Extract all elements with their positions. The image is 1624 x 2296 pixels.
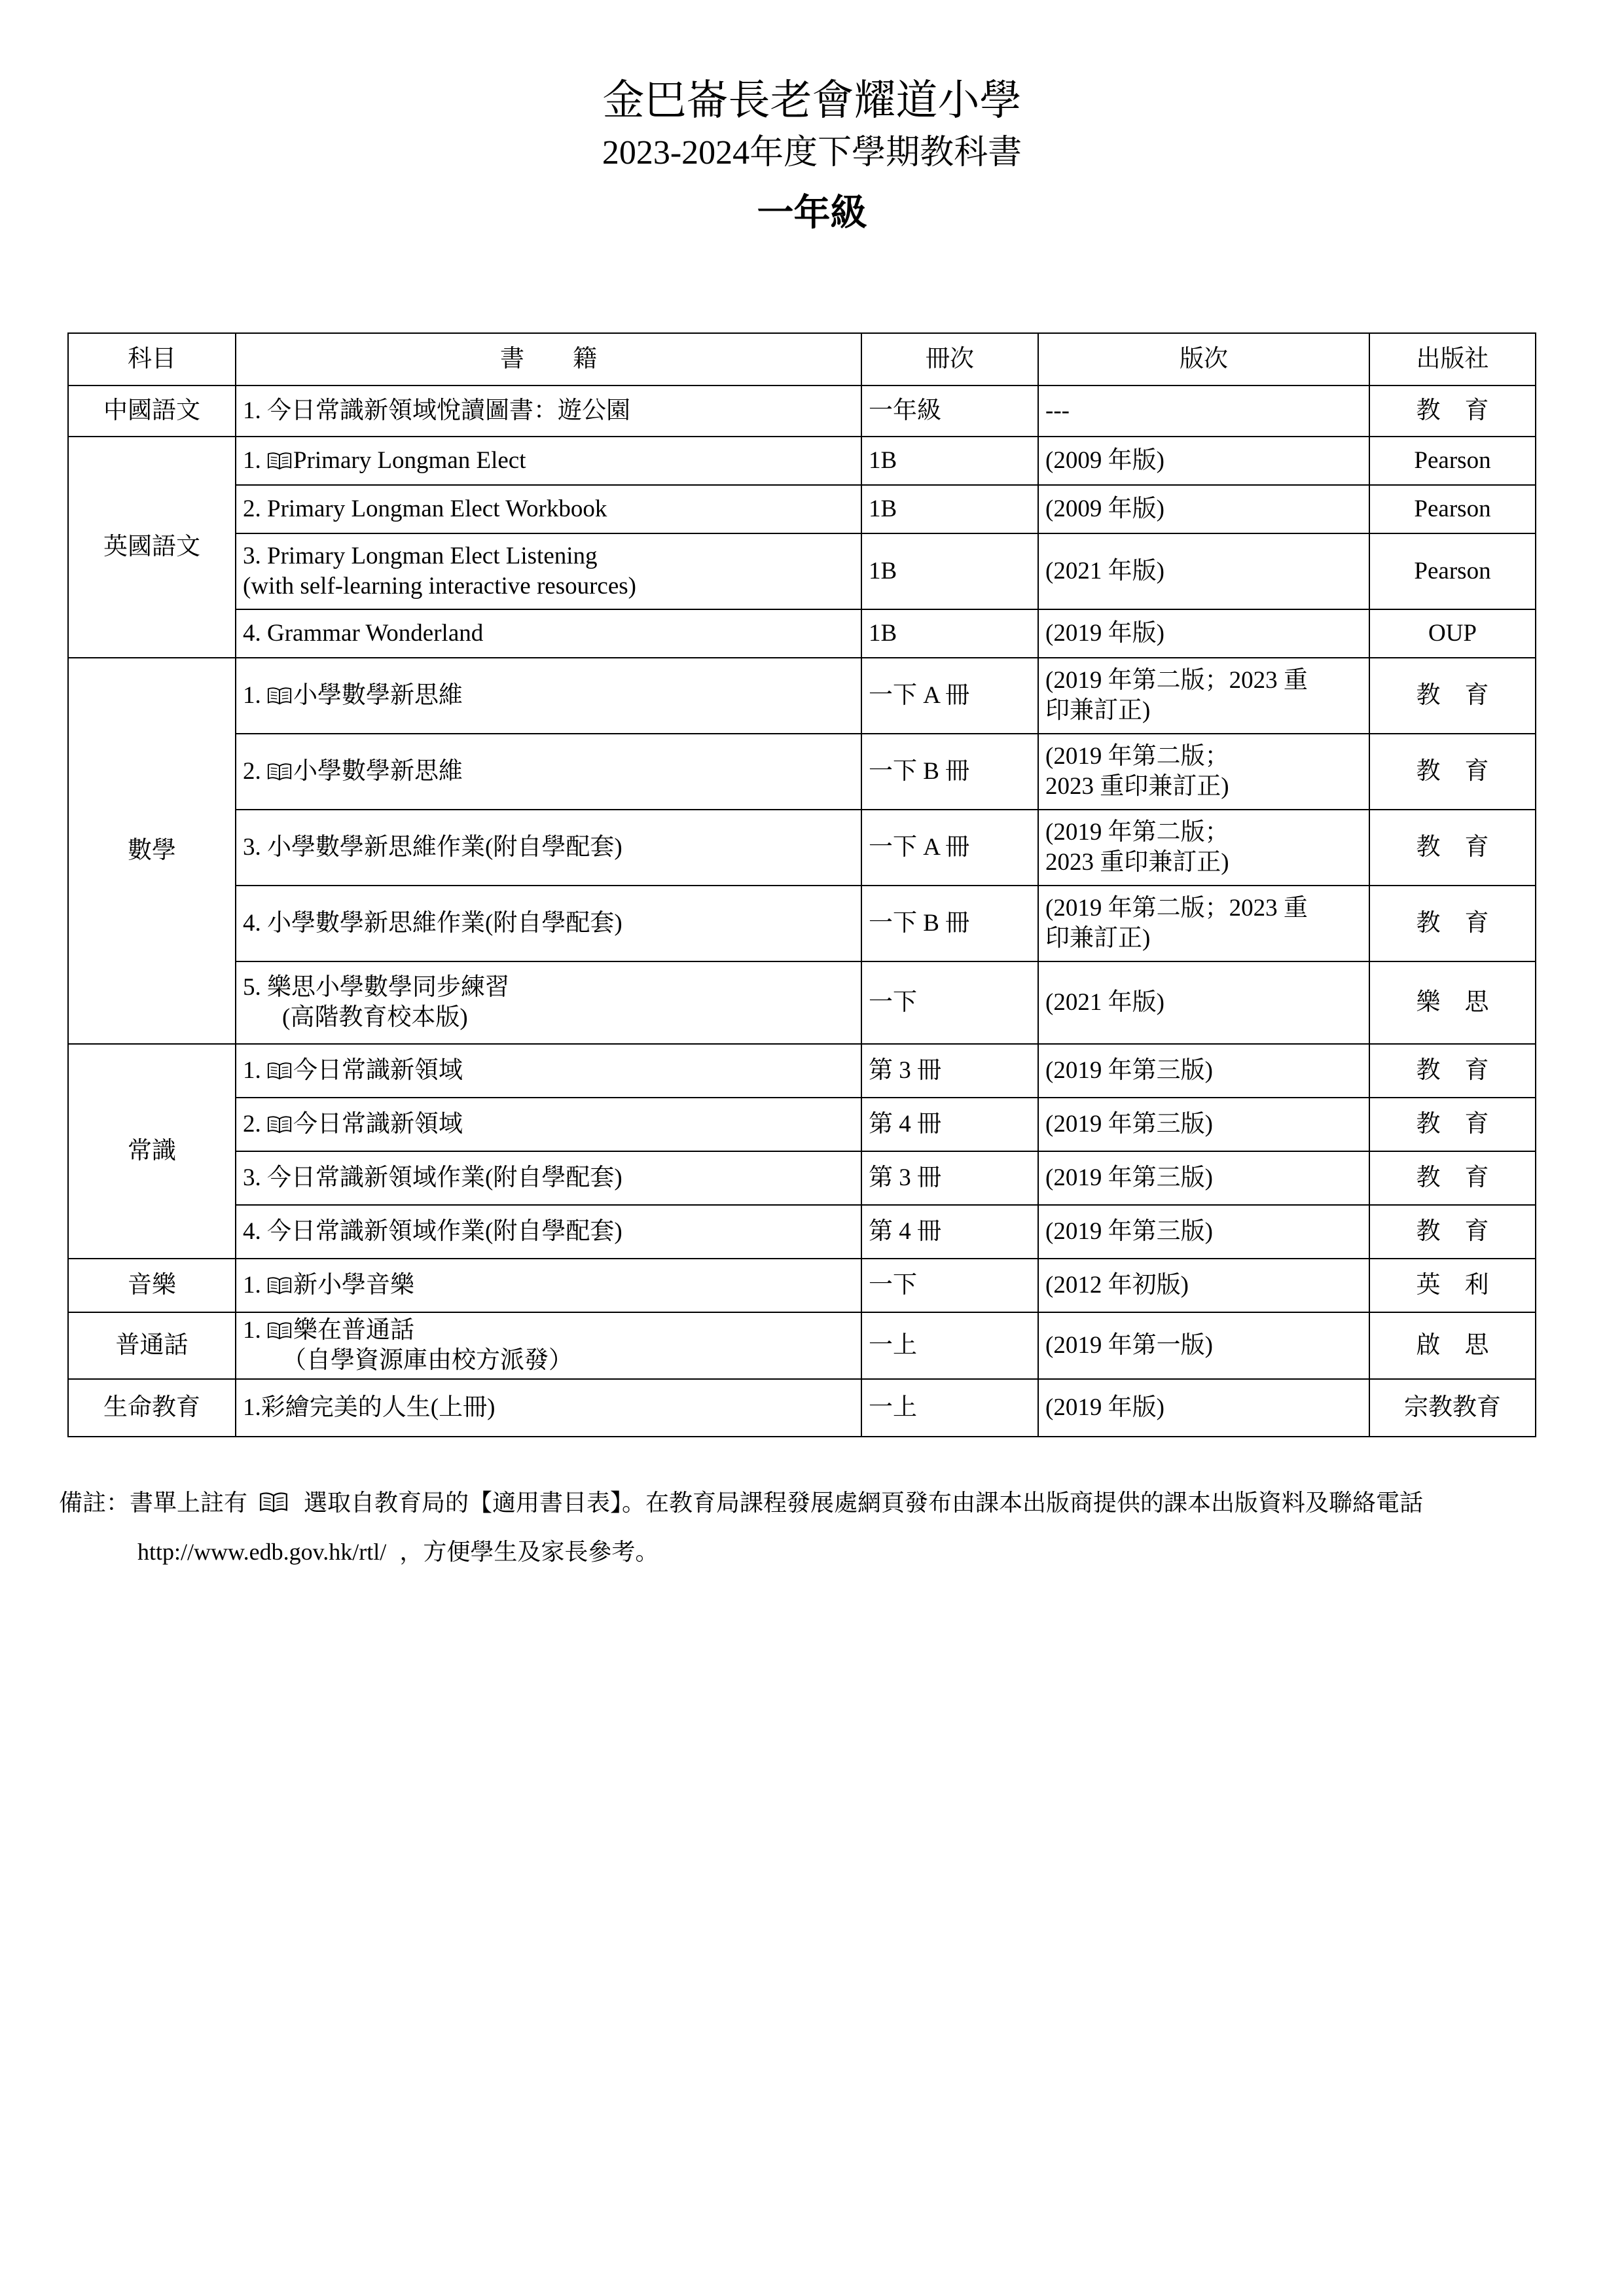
- column-header-publisher: 出版社: [1369, 333, 1536, 386]
- grade-title: 一年級: [757, 193, 867, 234]
- book-number: 1.: [243, 682, 267, 709]
- book-line: 3. Primary Longman Elect Listening: [243, 543, 598, 569]
- book-title: 今日常識新領域: [293, 1057, 463, 1084]
- table-row: [68, 658, 1536, 734]
- edition-line: (2009 年版): [1045, 495, 1164, 522]
- table-row: [68, 1379, 1536, 1437]
- volume-cell: 一年級: [861, 386, 1038, 437]
- volume-cell: 一下 B 冊: [861, 886, 1038, 961]
- volume-cell: 第 3 冊: [861, 1044, 1038, 1098]
- book-cell: [236, 810, 861, 886]
- subject-cell: 英國語文: [68, 437, 236, 658]
- open-book-icon: [267, 1321, 292, 1340]
- volume-cell: 一下 A 冊: [861, 810, 1038, 886]
- edition-line: (2019 年版): [1045, 620, 1164, 647]
- table-row: [68, 810, 1536, 886]
- edition-cell: [1038, 1259, 1369, 1312]
- column-header-volume: 冊次: [861, 333, 1038, 386]
- book-cell: [236, 485, 861, 533]
- open-book-icon: [267, 1276, 292, 1295]
- edition-line: (2019 年第二版；2023 重: [1045, 667, 1308, 694]
- edition-line: (2019 年第三版): [1045, 1111, 1213, 1138]
- edition-line: (2021 年版): [1045, 558, 1164, 584]
- edition-line: (2021 年版): [1045, 989, 1164, 1016]
- note-prefix: 備註：書單上註有: [59, 1490, 248, 1516]
- note-text: 選取自教育局的【適用書目表】。在教育局課程發展處網頁發布由課本出版商提供的課本出版資料及聯絡電話: [304, 1490, 1424, 1516]
- book-cell: [236, 1098, 861, 1151]
- book-cell: [236, 609, 861, 658]
- volume-cell: 一下 B 冊: [861, 734, 1038, 810]
- book-cell: [236, 1044, 861, 1098]
- volume-cell: 1B: [861, 437, 1038, 485]
- book-line: 3. 今日常識新領域作業(附自學配套): [243, 1164, 623, 1191]
- book-cell: [236, 658, 861, 734]
- edition-line: (2012 年初版): [1045, 1272, 1189, 1299]
- book-line: 4. Grammar Wonderland: [243, 620, 484, 647]
- volume-cell: 1B: [861, 485, 1038, 533]
- volume-cell: 1B: [861, 533, 1038, 609]
- table-row: [68, 485, 1536, 533]
- subject-cell: 普通話: [68, 1312, 236, 1379]
- table-row: [68, 961, 1536, 1044]
- table-row: [68, 437, 1536, 485]
- volume-cell: 一下: [861, 1259, 1038, 1312]
- book-cell: [236, 961, 861, 1044]
- table-row: [68, 734, 1536, 810]
- edition-line: 印兼訂正): [1045, 925, 1151, 952]
- edition-cell: [1038, 437, 1369, 485]
- edition-cell: [1038, 1098, 1369, 1151]
- edition-line: 印兼訂正): [1045, 697, 1151, 724]
- publisher-cell: 樂 思: [1369, 961, 1536, 1044]
- book-title: Primary Longman Elect: [293, 447, 526, 474]
- volume-cell: 一上: [861, 1312, 1038, 1379]
- publisher-cell: 英 利: [1369, 1259, 1536, 1312]
- term-title: 2023-2024年度下學期教科書: [602, 134, 1022, 171]
- book-cell: [236, 1312, 861, 1379]
- book-title: 小學數學新思維: [293, 682, 463, 709]
- table-row: [68, 1098, 1536, 1151]
- book-cell: [236, 734, 861, 810]
- subject-cell: 數學: [68, 658, 236, 1044]
- edition-line: (2019 年第二版；: [1045, 743, 1229, 770]
- book-number: 1.: [243, 1317, 267, 1344]
- edition-cell: [1038, 386, 1369, 437]
- column-header-subject: 科目: [68, 333, 236, 386]
- table-row: [68, 886, 1536, 961]
- volume-cell: 一下: [861, 961, 1038, 1044]
- publisher-cell: 教 育: [1369, 658, 1536, 734]
- book-cell: [236, 1151, 861, 1205]
- edition-line: (2019 年第二版；: [1045, 819, 1229, 846]
- edition-line: (2019 年第三版): [1045, 1164, 1213, 1191]
- subject-cell: 音樂: [68, 1259, 236, 1312]
- edition-line: (2019 年版): [1045, 1394, 1164, 1421]
- book-cell: [236, 386, 861, 437]
- edition-cell: [1038, 1379, 1369, 1437]
- edition-line: 2023 重印兼訂正): [1045, 849, 1229, 876]
- publisher-cell: 教 育: [1369, 810, 1536, 886]
- book-line: 3. 小學數學新思維作業(附自學配套): [243, 834, 623, 861]
- book-cell: [236, 1379, 861, 1437]
- edition-cell: [1038, 1151, 1369, 1205]
- edition-line: (2019 年第二版；2023 重: [1045, 895, 1308, 922]
- volume-cell: 一下 A 冊: [861, 658, 1038, 734]
- open-book-icon: [259, 1491, 288, 1513]
- open-book-icon: [267, 1061, 292, 1081]
- volume-cell: 第 4 冊: [861, 1205, 1038, 1259]
- table-row: [68, 1205, 1536, 1259]
- edition-line: (2019 年第三版): [1045, 1057, 1213, 1084]
- edition-cell: [1038, 1205, 1369, 1259]
- publisher-cell: 教 育: [1369, 886, 1536, 961]
- book-title: 新小學音樂: [293, 1272, 414, 1299]
- edition-cell: [1038, 609, 1369, 658]
- book-cell: [236, 886, 861, 961]
- book-cell: [236, 1259, 861, 1312]
- volume-cell: 第 3 冊: [861, 1151, 1038, 1205]
- document-header: [0, 72, 1624, 241]
- book-line: 4. 小學數學新思維作業(附自學配套): [243, 910, 623, 937]
- volume-cell: 第 4 冊: [861, 1098, 1038, 1151]
- open-book-icon: [267, 686, 292, 706]
- table-row: [68, 1151, 1536, 1205]
- publisher-cell: Pearson: [1369, 437, 1536, 485]
- book-line: 1.彩繪完美的人生(上冊): [243, 1394, 496, 1421]
- book-title: 今日常識新領域: [293, 1111, 463, 1138]
- edition-line: (2019 年第三版): [1045, 1218, 1213, 1245]
- edition-cell: [1038, 1312, 1369, 1379]
- edition-cell: [1038, 734, 1369, 810]
- open-book-icon: [267, 1115, 292, 1134]
- open-book-icon: [267, 451, 292, 471]
- publisher-cell: Pearson: [1369, 485, 1536, 533]
- note-url[interactable]: http://www.edb.gov.hk/rtl/: [137, 1539, 387, 1565]
- note-line-2: [137, 1535, 659, 1569]
- publisher-cell: 教 育: [1369, 734, 1536, 810]
- publisher-cell: 教 育: [1369, 1151, 1536, 1205]
- book-line: 1. 今日常識新領域悅讀圖書：遊公園: [243, 397, 630, 424]
- publisher-cell: 教 育: [1369, 1098, 1536, 1151]
- note-suffix: ，方便學生及家長參考。: [399, 1539, 659, 1565]
- edition-line: 2023 重印兼訂正): [1045, 773, 1229, 800]
- column-header-book: 書 籍: [236, 333, 861, 386]
- edition-cell: [1038, 485, 1369, 533]
- edition-cell: [1038, 533, 1369, 609]
- table-row: [68, 1312, 1536, 1379]
- subject-cell: 常識: [68, 1044, 236, 1259]
- book-number: 1.: [243, 1272, 267, 1299]
- publisher-cell: 啟 思: [1369, 1312, 1536, 1379]
- publisher-cell: 教 育: [1369, 1205, 1536, 1259]
- book-number: 1.: [243, 447, 267, 474]
- table-row: [68, 533, 1536, 609]
- volume-cell: 1B: [861, 609, 1038, 658]
- book-title: 小學數學新思維: [293, 758, 463, 785]
- book-cell: [236, 437, 861, 485]
- table-row: [68, 386, 1536, 437]
- book-number: 2.: [243, 1111, 267, 1138]
- subject-cell: 生命教育: [68, 1379, 236, 1437]
- book-line: (with self-learning interactive resources): [243, 573, 636, 600]
- book-title: 樂在普通話: [293, 1317, 414, 1344]
- edition-line: (2019 年第一版): [1045, 1332, 1213, 1359]
- book-subtitle: （自學資源庫由校方派發）: [282, 1347, 573, 1374]
- book-number: 2.: [243, 758, 267, 785]
- publisher-cell: 教 育: [1369, 1044, 1536, 1098]
- open-book-icon: [267, 762, 292, 781]
- subject-cell: 中國語文: [68, 386, 236, 437]
- note: [59, 1486, 1423, 1520]
- book-line: 5. 樂思小學數學同步練習: [243, 974, 509, 1001]
- book-line: 2. Primary Longman Elect Workbook: [243, 495, 607, 522]
- table-row: [68, 1044, 1536, 1098]
- book-cell: [236, 1205, 861, 1259]
- edition-cell: [1038, 658, 1369, 734]
- column-header-edition: 版次: [1038, 333, 1369, 386]
- textbook-table: [67, 332, 1536, 1437]
- publisher-cell: OUP: [1369, 609, 1536, 658]
- publisher-cell: 教 育: [1369, 386, 1536, 437]
- book-line: (高階教育校本版): [282, 1004, 468, 1031]
- edition-cell: [1038, 886, 1369, 961]
- book-number: 1.: [243, 1057, 267, 1084]
- school-name: 金巴崙長老會耀道小學: [602, 77, 1022, 124]
- publisher-cell: Pearson: [1369, 533, 1536, 609]
- edition-line: (2009 年版): [1045, 447, 1164, 474]
- table-row: [68, 609, 1536, 658]
- edition-cell: [1038, 1044, 1369, 1098]
- edition-cell: [1038, 810, 1369, 886]
- book-cell: [236, 533, 861, 609]
- table-row: [68, 1259, 1536, 1312]
- book-line: 4. 今日常識新領域作業(附自學配套): [243, 1218, 623, 1245]
- edition-cell: [1038, 961, 1369, 1044]
- volume-cell: 一上: [861, 1379, 1038, 1437]
- publisher-cell: 宗教教育: [1369, 1379, 1536, 1437]
- edition-line: ---: [1045, 397, 1070, 424]
- table-header-row: [68, 333, 1536, 386]
